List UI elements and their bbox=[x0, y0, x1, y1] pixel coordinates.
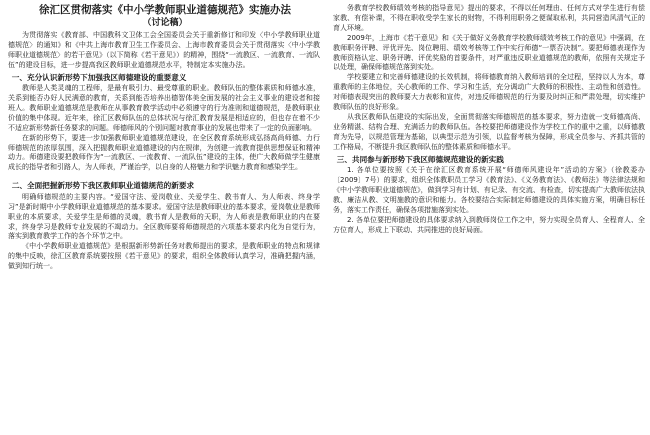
section-1-heading: 一、充分认识新形势下加强我区师德建设的重要意义 bbox=[11, 72, 187, 82]
section-gap bbox=[8, 173, 320, 179]
section-2-paragraph-1: 明确师德规范的主要内容。“爱国守法、爱岗敬业、关爱学生、教书育人、为人师表、终身学习”是新时期中小学教师职业道德规范的基本要求。爱国守法是教师职业的基本要求，爱岗敬业是教师职业的本质要求，关爱学生是师德的灵魂，教书育人是教师的天职，为人师表是教师职业的内在要求，终身学习是教师专业发展的不竭动力。全区教师要将师德规范的六项基本要求内化为自觉行为，落实到教育教学工作的各个环节之中。 bbox=[8, 192, 320, 241]
section-3-item-1: 1. 各单位要按照《关于在徐汇区教育系统开展“师德师风建设年”活动的方案》（徐教委办〔2009〕7号）的要求，组织全体教职员工学习《教育法》、《义务教育法》、《教师法》等法律法规和《中小学教师职业道德规范》，做到学习有计划、有记录、有交流、有检查，切实提高广大教师依法执教、廉洁从教、文明施教的意识和能力。各校要结合实际制定师德建设的具体实施方案，明确目标任务，落实工作责任，确保各项措施落到实处。 bbox=[333, 166, 645, 214]
section-2-heading: 二、全面把握新形势下我区教师职业道德规范的新要求 bbox=[11, 181, 195, 191]
paragraph-mechanism: 学校要建立和完善师德建设的长效机制，将师德教育纳入教师培训的全过程，坚持以人为本，尊重教师的主体地位，关心教师的工作、学习和生活，充分调动广大教师的积极性、主动性和创造性。对师德表现突出的教师要大力表彰和宣传，对违反师德规范的行为要及时纠正和严肃处理，切实维护教师队伍的良好形象。 bbox=[333, 73, 645, 112]
section-1-paragraph-1: 教师是人类灵魂的工程师，是最有吸引力、最受尊重的职业。教师队伍的整体素质和师德水准，关系到能否办好人民满意的教育，关系到能否培养出德智体美全面发展的社会主义事业的建设者和接班人。教师职业道德规范是教师在从事教育教学活动中必须遵守的行为准则和道德规范，是教师职业价值的集中体现。近年来，徐汇区教师队伍的总体状况与徐汇教育发展是相适应的，但也存在着不少不适应新形势新任务要求的问题。师德师风的个别问题对教育事业的发展也带来了一定的负面影响。 bbox=[8, 84, 320, 132]
document-title: 徐汇区贯彻落实《中小学教师职业道德规范》实施办法 bbox=[39, 4, 291, 16]
document-subtitle: （讨论稿） bbox=[142, 18, 188, 28]
continued-paragraph: 务教育学校教师绩效考核的指导意见》提出的要求，不得以任何理由、任何方式对学生进行有偿家教、有偿补课，不得在职收受学生家长的财物，不得利用职务之便谋取私利，共同营造风清气正的育人环境。 bbox=[333, 4, 645, 32]
section-2-paragraph-2: 《中小学教师职业道德规范》是根据新形势新任务对教师提出的要求，是教师职业的特点和规律的集中反映，徐汇区教育系统要按照《若干意见》的要求，组织全体教师认真学习，准确把握内涵，做到知行统一。 bbox=[8, 242, 320, 271]
paragraph-2009: 2009年，上海市《若干意见》和《关于做好义务教育学校教师绩效考核工作的意见》中强调，在教师职务评聘、评优评先、岗位聘用、绩效考核等工作中实行师德“一票否决制”。要把师德表现作为教师资格认定、职务评聘、评优奖励的首要条件，对严重违反职业道德规范的教师，依照有关规定予以处理，确保师德规范落到实处。 bbox=[333, 33, 645, 72]
paragraph-team-building: 从我区教师队伍建设的实际出发，全面贯彻落实师德规范的基本要求，努力造就一支师德高尚、业务精湛、结构合理、充满活力的教师队伍。各校要把师德建设作为学校工作的重中之重，以师德教育为先导，以规范管理为基础，以典型示范为引领，以监督考核为保障，形成全员参与、齐抓共管的工作格局，不断提升我区教师队伍的整体素质和师德水平。 bbox=[333, 112, 645, 151]
intro-paragraph: 为贯彻落实《教育部、中国教科文卫体工会全国委员会关于重新修订和印发〈中小学教师职业道德规范〉的通知》和《中共上海市教育卫生工作委员会、上海市教育委员会关于贯彻落实〈中小学教师职业道德规范〉的若干意见》（以下简称《若干意见》）的精神，围绕“一流教区、一流教育、一流队伍”的建设目标，进一步提高我区教师职业道德规范水平，特制定本实施办法。 bbox=[8, 31, 320, 69]
section-3-item-2: 2. 各单位要把师德建设的具体要求纳入到教师岗位工作之中，努力实现全员育人、全程育人、全方位育人，形成上下联动、共同推进的良好局面。 bbox=[333, 215, 645, 234]
right-column bbox=[333, 4, 645, 432]
left-column bbox=[8, 31, 320, 431]
section-1-paragraph-2: 在新的形势下，要进一步加强教师职业道德规范建设，在全区教育系统形成弘扬高尚师德、力行师德规范的浓厚氛围，深入把握教师职业道德建设的内在规律，为创建一流教育提供思想保证和精神动力。师德建设要把教师作为“一流教区、一流教育、一流队伍”建设的主体，使广大教师做学生健康成长的指导者和引路人，为人师表，严谨治学，以自身的人格魅力和学识魅力教育和感染学生。 bbox=[8, 133, 320, 172]
section-3-heading: 三、共同参与新形势下我区师德规范建设的新实践 bbox=[336, 154, 504, 164]
